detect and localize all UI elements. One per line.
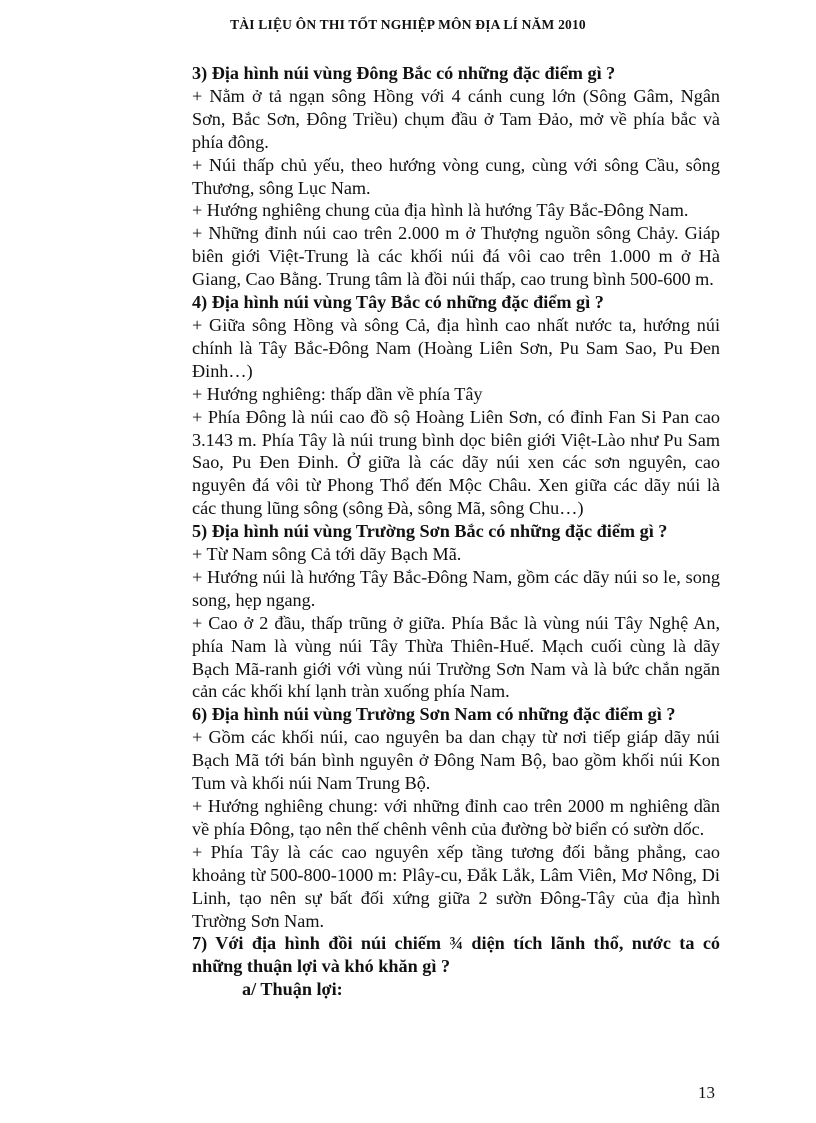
bullet-paragraph: + Hướng núi là hướng Tây Bắc-Đông Nam, gồm các dãy núi so le, song song, hẹp ngang. [192,566,720,610]
bullet-paragraph: + Phía Tây là các cao nguyên xếp tầng tương đối bằng phẳng, cao khoảng từ 500-800-1000 m: Plây-cu, Đắk Lắk, Lâm Viên, Mơ Nông, Di Linh, tạo nên sự bất đối xứng giữa 2 sườn Đông-Tây của địa hình Trường Sơn Nam. [192,841,720,931]
bullet-paragraph: + Nằm ở tả ngạn sông Hồng với 4 cánh cung lớn (Sông Gâm, Ngân Sơn, Bắc Sơn, Đông Triều) chụm đầu ở Tam Đảo, mở về phía bắc và phía đông. [192,85,720,152]
question-heading: 4) Địa hình núi vùng Tây Bắc có những đặc điểm gì ? [192,292,604,313]
page-header: TÀI LIỆU ÔN THI TỐT NGHIỆP MÔN ĐỊA LÍ NĂM 2010 [230,17,586,32]
question-heading: 6) Địa hình núi vùng Trường Sơn Nam có những đặc điểm gì ? [192,704,676,725]
bullet-paragraph: + Hướng nghiêng chung của địa hình là hướng Tây Bắc-Đông Nam. [192,200,689,221]
bullet-paragraph: + Hướng nghiêng: thấp dần về phía Tây [192,383,483,404]
bullet-paragraph: + Cao ở 2 đầu, thấp trũng ở giữa. Phía Bắc là vùng núi Tây Nghệ An, phía Nam là vùng núi Tây Thừa Thiên-Huế. Mạch cuối cùng là dãy Bạch Mã-ranh giới với vùng núi Trường Sơn Nam và là bức chắn ngăn cản các khối khí lạnh tràn xuống phía Nam. [192,612,720,702]
question-heading: 5) Địa hình núi vùng Trường Sơn Bắc có những đặc điểm gì ? [192,521,668,542]
page-number: 13 [698,1083,715,1102]
bullet-paragraph: + Hướng nghiêng chung: với những đỉnh cao trên 2000 m nghiêng dần về phía Đông, tạo nên thế chênh vênh của đường bờ biển có sườn dốc. [192,796,720,839]
bullet-paragraph: + Gồm các khối núi, cao nguyên ba dan chạy từ nơi tiếp giáp dãy núi Bạch Mã tới bán bình nguyên ở Đông Nam Bộ, bao gồm khối núi Kon Tum và khối núi Nam Trung Bộ. [192,727,720,794]
bullet-paragraph: + Những đỉnh núi cao trên 2.000 m ở Thượng nguồn sông Chảy. Giáp biên giới Việt-Trung là các khối núi đá vôi cao trên 1.000 m ở Hà Giang, Cao Bằng. Trung tâm là đồi núi thấp, cao trung bình 500-600 m. [192,223,720,290]
bullet-paragraph: + Từ Nam sông Cả tới dãy Bạch Mã. [192,544,462,565]
document-body [192,62,720,1001]
bullet-paragraph: + Giữa sông Hồng và sông Cả, địa hình cao nhất nước ta, hướng núi chính là Tây Bắc-Đông Nam (Hoàng Liên Sơn, Pu Sam Sao, Pu Đen Đinh…) [192,314,720,381]
subheading: a/ Thuận lợi: [242,979,343,1000]
question-heading: 3) Địa hình núi vùng Đông Bắc có những đặc điểm gì ? [192,63,616,83]
bullet-paragraph: + Phía Đông là núi cao đồ sộ Hoàng Liên Sơn, có đỉnh Fan Si Pan cao 3.143 m. Phía Tây là núi trung bình dọc biên giới Việt-Lào như Pu Sam Sao, Pu Đen Đinh. Ở giữa là các dãy núi xen các sơn nguyên, cao nguyên đá vôi từ Phong Thổ đến Mộc Châu. Xen giữa các dãy núi là các thung lũng sông (sông Đà, sông Mã, sông Chu…) [192,406,720,519]
question-heading: 7) Với địa hình đồi núi chiếm ¾ diện tích lãnh thổ, nước ta có những thuận lợi và khó khăn gì ? [192,933,720,977]
bullet-paragraph: + Núi thấp chủ yếu, theo hướng vòng cung, cùng với sông Cầu, sông Thương, sông Lục Nam. [192,154,720,198]
